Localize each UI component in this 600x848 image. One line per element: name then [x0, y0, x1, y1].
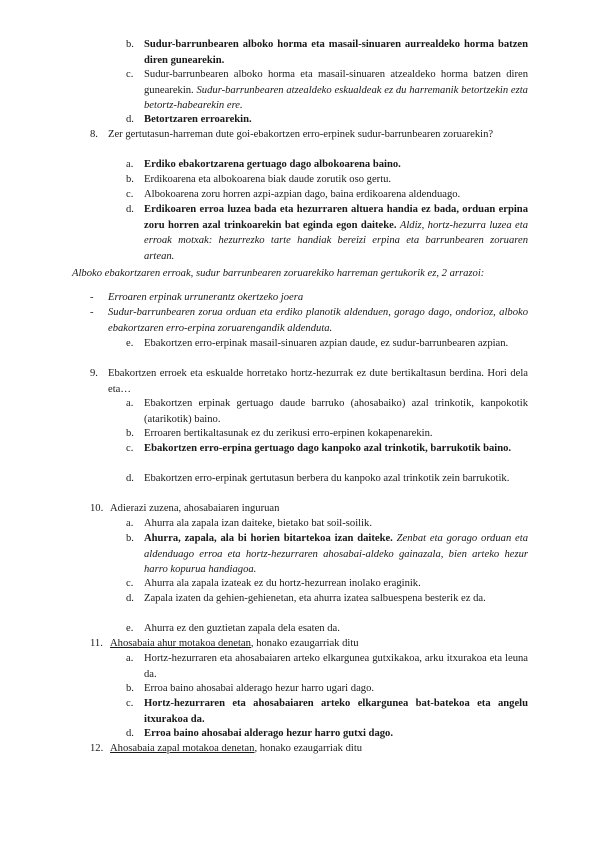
option-label: c. — [126, 189, 134, 200]
option-text: Erdikoaren erroa luzea bada eta hezurraren altuera handia ez bada, orduan erpina zoru horren azal trinkoarekin bat eginda egon daiteke. — [144, 204, 528, 231]
option-text: Betortzaren erroarekin. — [144, 114, 252, 125]
option-8b — [126, 172, 528, 188]
option-label: b. — [126, 428, 134, 439]
question-12 — [90, 741, 528, 757]
question-text: , honako ezaugarriak ditu — [250, 638, 359, 649]
explanation-note: Sudur-barrunbearen atzealdeko eskualdeak ez du harremanik betortzekin ezta betortz-habearekin ere. — [144, 84, 528, 111]
option-label: a. — [126, 159, 134, 170]
explanation-note: Aldiz, hortz-hezurra luzea eta erroak motxak: hezurrezko tarte handiak bereizi erpina eta barrunbearen zoruaren artean. — [144, 219, 529, 262]
option-text: Ahurra ez den guztietan zapala dela esaten da. — [144, 623, 340, 634]
option-text: Ebakortzen erro-erpina gertuago dago kanpoko azal trinkotik, barrukotik baino. — [144, 443, 512, 454]
option-7b — [126, 37, 528, 68]
reason-text: Erroaren erpinak urrunerantz okertzeko joera — [108, 292, 304, 303]
option-text: Erdiko ebakortzarena gertuago dago albokoarena baino. — [144, 159, 401, 170]
option-7c — [126, 67, 528, 114]
question-text: Adierazi zuzena, ahosabaiaren inguruan — [110, 503, 280, 514]
reason-item — [90, 305, 528, 336]
option-text: Erdikoarena eta albokoarena biak daude zorutik oso gertu. — [144, 174, 392, 185]
option-label: c. — [126, 443, 134, 454]
option-8c — [126, 187, 528, 203]
comment-text: Alboko ebakortzaren erroak, sudur barrunbearen zoruarekiko harreman gertukorik ez, 2 arrazoi: — [72, 268, 485, 279]
option-label: d. — [126, 473, 134, 484]
comment-line — [72, 266, 528, 282]
reason-text: Sudur-barrunbearen zorua orduan eta erdiko planotik aldenduen, gorago dago, ondorioz, alboko ebakortzaren erro-erpina zoruarengandik aldenduta. — [108, 307, 528, 334]
option-text: Sudur-barrunbearen alboko horma eta masail-sinuaren atzealdeko horma batzen diren gunearekin. — [144, 69, 528, 96]
option-11b — [126, 681, 528, 697]
option-10a — [126, 516, 528, 532]
option-7d — [126, 112, 528, 128]
bullet-dash: - — [90, 307, 94, 318]
option-text: Hortz-hezurraren eta ahosabaiaren arteko elkargunea bat-batekoa eta angelu itxurakoa da. — [144, 698, 528, 725]
option-label: c. — [126, 698, 134, 709]
option-8a — [126, 157, 528, 173]
option-8e — [126, 336, 528, 352]
option-label: d. — [126, 114, 134, 125]
option-label: b. — [126, 533, 134, 544]
option-label: a. — [126, 653, 134, 664]
option-text: Hortz-hezurraren eta ahosabaiaren arteko elkargunea gutxikakoa, arku itxurakoa eta leuna da. — [144, 653, 528, 680]
reason-item — [90, 290, 528, 306]
question-9 — [90, 366, 528, 397]
option-text: Erroaren bertikaltasunak ez du zerikusi erro-erpinen kokapenarekin. — [144, 428, 433, 439]
option-10c — [126, 576, 528, 592]
option-text: Albokoarena zoru horren azpi-azpian dago, baina erdikoarena aldenduago. — [144, 189, 461, 200]
option-9d — [126, 471, 528, 487]
option-10e — [126, 621, 528, 637]
question-8 — [90, 127, 528, 143]
option-text: Ahurra, zapala, ala bi horien bitartekoa izan daiteke. — [144, 533, 393, 544]
option-10d — [126, 591, 528, 607]
option-label: a. — [126, 398, 134, 409]
option-text: Erroa baino ahosabai alderago hezur harro ugari dago. — [144, 683, 375, 694]
question-10 — [90, 501, 528, 517]
option-9a — [126, 396, 528, 427]
question-number: 12. — [90, 743, 104, 754]
option-label: e. — [126, 338, 134, 349]
question-number: 8. — [90, 129, 98, 140]
option-label: d. — [126, 204, 134, 215]
option-label: b. — [126, 174, 134, 185]
option-11d — [126, 726, 528, 742]
option-text: Ebakortzen erpinak gertuago daude barruko (ahosabaiko) azal trinkotik, kanpokotik (atarikotik) baino. — [144, 398, 528, 425]
bullet-dash: - — [90, 292, 94, 303]
option-label: d. — [126, 728, 134, 739]
option-9b — [126, 426, 528, 442]
option-label: e. — [126, 623, 134, 634]
option-text: Ebakortzen erro-erpinak gertutasun berbera du kanpoko azal trinkotik zein barrukotik. — [144, 473, 510, 484]
question-text: , honako ezaugarriak ditu — [254, 743, 363, 754]
underlined-phrase: Ahosabaia ahur motakoa denetan — [110, 638, 251, 649]
option-11a — [126, 651, 528, 682]
question-text: Ebakortzen erroek eta eskualde horretako hortz-hezurrak ez dute bertikaltasun berdina. Hori dela eta… — [108, 368, 528, 395]
option-text: Ebakortzen erro-erpinak masail-sinuaren azpian daude, ez sudur-barrunbearen azpian. — [144, 338, 509, 349]
option-label: a. — [126, 518, 134, 529]
question-text: Zer gertutasun-harreman dute goi-ebakortzen erro-erpinek sudur-barrunbearen zoruarekin? — [108, 129, 494, 140]
option-8d — [126, 202, 528, 264]
question-11 — [90, 636, 528, 652]
option-label: b. — [126, 39, 134, 50]
underlined-phrase: Ahosabaia zapal motakoa denetan — [110, 743, 255, 754]
option-label: c. — [126, 578, 134, 589]
option-label: b. — [126, 683, 134, 694]
option-text: Ahurra ala zapala izan daiteke, bietako bat soil-soilik. — [144, 518, 372, 529]
option-10b — [126, 531, 528, 578]
option-text: Sudur-barrunbearen alboko horma eta masail-sinuaren aurrealdeko horma batzen diren gunearekin. — [144, 39, 528, 66]
explanation-note: Zenbat eta gorago orduan eta aldenduago erroa eta hortz-hezurraren ahosabai-aldeko gainazala, bien arteko hezur harro kopurua handiagoa. — [144, 533, 528, 575]
option-9c — [126, 441, 528, 457]
option-label: d. — [126, 593, 134, 604]
question-number: 9. — [90, 368, 98, 379]
question-number: 11. — [90, 638, 103, 649]
option-text: Zapala izaten da gehien-gehienetan, eta ahurra izatea salbuespena besterik ez da. — [144, 593, 486, 604]
option-11c — [126, 696, 528, 727]
option-label: c. — [126, 69, 134, 80]
option-text: Erroa baino ahosabai alderago hezur harro gutxi dago. — [144, 728, 393, 739]
option-text: Ahurra ala zapala izateak ez du hortz-hezurrean inolako eraginik. — [144, 578, 421, 589]
question-number: 10. — [90, 503, 104, 514]
